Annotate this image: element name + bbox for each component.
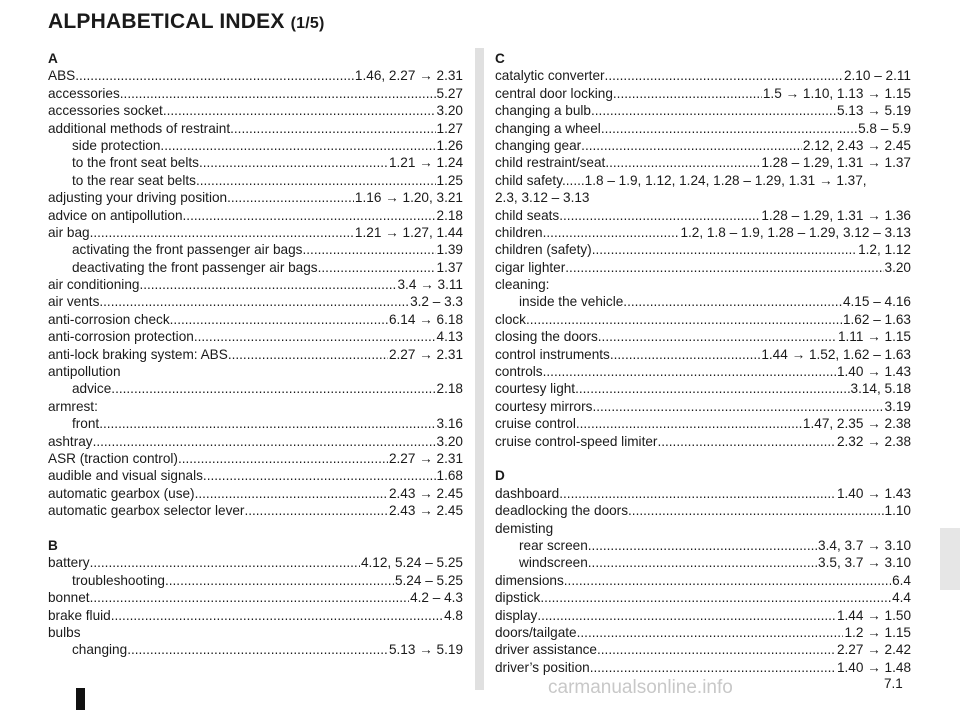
leader-dots	[160, 137, 435, 154]
section-tab	[940, 528, 960, 590]
entry-term: automatic gearbox (use)	[48, 485, 195, 501]
index-column-right	[495, 50, 911, 676]
index-entry[interactable]	[495, 259, 911, 276]
entry-pages[interactable]: 1.46, 2.27 → 2.31	[354, 68, 463, 84]
leader-dots	[598, 328, 837, 345]
entry-term: driver assistance	[495, 642, 597, 658]
index-entry[interactable]	[495, 624, 911, 641]
leader-dots	[605, 154, 760, 171]
entry-term: automatic gearbox selector lever	[48, 503, 245, 519]
index-entry[interactable]	[495, 137, 911, 154]
title-text: ALPHABETICAL INDEX	[48, 10, 285, 33]
entry-pages[interactable]: 1.62 – 1.63	[842, 311, 911, 327]
index-heading: antipollution	[48, 364, 121, 380]
entry-term: advice	[72, 381, 112, 397]
leader-dots	[575, 380, 849, 397]
entry-pages[interactable]: 1.44 → 1.52, 1.62 – 1.63	[761, 346, 911, 362]
entry-term: anti-corrosion check	[48, 311, 170, 327]
leader-dots	[564, 572, 891, 589]
entry-term: windscreen	[519, 555, 588, 571]
leader-dots	[590, 659, 836, 676]
entry-term: ABS	[48, 68, 76, 84]
entry-pages[interactable]: 1.2, 1.8 – 1.9, 1.28 – 1.29, 3.12 – 3.13	[680, 224, 911, 240]
leader-dots	[90, 589, 410, 606]
index-entry[interactable]	[495, 85, 911, 102]
index-entry[interactable]	[48, 102, 463, 119]
index-entry[interactable]	[48, 120, 463, 137]
entry-term: changing a wheel	[495, 120, 601, 136]
leader-dots	[576, 415, 802, 432]
entry-pages[interactable]: 1.11 → 1.15	[837, 329, 911, 345]
index-subentry[interactable]	[48, 380, 463, 397]
leader-dots	[127, 641, 388, 658]
entry-pages[interactable]: 3.2 – 3.3	[410, 294, 463, 310]
entry-term: rear screen	[519, 537, 588, 553]
entry-term: changing gear	[495, 137, 582, 153]
index-subentry[interactable]	[48, 415, 463, 432]
entry-pages[interactable]: 3.4, 3.7 → 3.10	[818, 537, 911, 553]
index-heading: bulbs	[48, 624, 81, 640]
entry-pages[interactable]: 2.10 – 2.11	[843, 68, 911, 84]
leader-dots	[90, 224, 354, 241]
index-entry[interactable]	[495, 346, 911, 363]
index-entry[interactable]	[495, 102, 911, 119]
leader-dots	[90, 554, 360, 571]
index-subentry[interactable]	[48, 641, 463, 658]
entry-term: anti-lock braking system: ABS	[48, 346, 228, 362]
page-number: 7.1	[884, 676, 903, 691]
entry-pages[interactable]: 1.2 → 1.15	[844, 624, 911, 640]
leader-dots	[183, 207, 436, 224]
entry-term: control instruments	[495, 346, 610, 362]
entry-pages[interactable]: 2.18	[436, 207, 463, 223]
leader-dots	[302, 241, 435, 258]
index-entry[interactable]	[495, 224, 911, 241]
index-entry[interactable]	[48, 502, 463, 519]
entry-pages[interactable]: 3.16	[436, 416, 463, 432]
entry-pages[interactable]: 2.43 → 2.45	[388, 485, 463, 501]
index-entry[interactable]	[495, 415, 911, 432]
entry-pages[interactable]: 1.47, 2.35 → 2.38	[802, 416, 911, 432]
section-letter: A	[48, 51, 58, 66]
section-letter: D	[495, 468, 505, 484]
entry-pages[interactable]: 5.27	[436, 85, 463, 101]
entry-pages[interactable]: 1.16 → 1.20, 3.21	[354, 190, 463, 206]
entry-pages[interactable]: 1.39	[436, 242, 463, 258]
index-entry[interactable]	[495, 67, 911, 84]
section-letter: B	[48, 537, 58, 553]
entry-pages[interactable]: 4.13	[436, 329, 463, 345]
leader-dots	[120, 85, 436, 102]
index-subentry[interactable]	[48, 137, 463, 154]
index-entry[interactable]	[48, 224, 463, 241]
leader-dots	[318, 259, 436, 276]
entry-term: troubleshooting	[72, 572, 165, 588]
entry-pages[interactable]: 1.25	[436, 172, 463, 188]
leader-dots	[227, 189, 354, 206]
leader-dots	[163, 102, 436, 119]
entry-term: additional methods of restraint	[48, 120, 231, 136]
entry-term: brake fluid	[48, 607, 111, 623]
index-entry[interactable]	[48, 589, 463, 606]
entry-term: bonnet	[48, 590, 90, 606]
index-entry[interactable]	[495, 363, 911, 380]
index-subentry[interactable]	[48, 241, 463, 258]
entry-term: children	[495, 224, 543, 240]
entry-pages[interactable]: 2.43 → 2.45	[388, 503, 463, 519]
index-subentry[interactable]	[48, 572, 463, 589]
entry-term: clock	[495, 311, 526, 327]
index-entry[interactable]	[48, 433, 463, 450]
entry-pages[interactable]: 2.27 → 2.31	[388, 450, 463, 466]
leader-dots	[75, 67, 354, 84]
index-entry[interactable]	[48, 189, 463, 206]
leader-dots	[139, 276, 396, 293]
entry-term: display	[495, 607, 538, 623]
index-entry[interactable]	[48, 85, 463, 102]
index-subentry[interactable]	[495, 537, 911, 554]
leader-dots	[543, 224, 680, 241]
entry-term: changing	[72, 642, 128, 658]
entry-pages[interactable]: 1.2, 1.12	[858, 242, 911, 258]
entry-pages[interactable]: 2.12, 2.43 → 2.45	[802, 137, 911, 153]
entry-pages[interactable]: 1.28 – 1.29, 1.31 → 1.37	[761, 155, 911, 171]
leader-dots	[230, 120, 435, 137]
index-heading: child safety......1.8 – 1.9, 1.12, 1.24, 1.28 – 1.29, 1.31 → 1.37,	[495, 172, 867, 188]
index-entry[interactable]	[495, 502, 911, 519]
leader-dots	[588, 537, 817, 554]
index-entry[interactable]	[495, 380, 911, 397]
watermark: carmanualsonline.info	[548, 677, 733, 698]
entry-pages[interactable]: 2.18	[436, 381, 463, 397]
entry-pages[interactable]: 5.8 – 5.9	[858, 120, 911, 136]
leader-dots	[199, 154, 388, 171]
leader-dots	[526, 311, 842, 328]
leader-dots	[93, 433, 436, 450]
entry-pages[interactable]: 1.10	[884, 503, 911, 519]
entry-pages[interactable]: 3.20	[436, 103, 463, 119]
leader-dots	[613, 85, 762, 102]
leader-dots	[592, 241, 857, 258]
entry-term: driver’s position	[495, 659, 590, 675]
entry-term: adjusting your driving position	[48, 190, 228, 206]
entry-term: activating the front passenger air bags	[72, 242, 303, 258]
entry-term: controls	[495, 364, 543, 380]
leader-dots	[178, 450, 388, 467]
entry-term: deactivating the front passenger air bags	[72, 259, 318, 275]
index-entry[interactable]	[495, 311, 911, 328]
entry-pages[interactable]: 1.40 → 1.43	[836, 364, 911, 380]
index-heading: armrest:	[48, 398, 98, 414]
entry-term: anti-corrosion protection	[48, 329, 194, 345]
leader-dots	[559, 485, 836, 502]
leader-dots	[591, 102, 836, 119]
entry-term: child restraint/seat	[495, 155, 606, 171]
page-indicator: (1/5)	[290, 15, 325, 32]
entry-pages[interactable]: 1.26	[436, 137, 463, 153]
entry-pages[interactable]: 1.27	[436, 120, 463, 136]
leader-dots	[605, 67, 843, 84]
leader-dots	[111, 380, 435, 397]
entry-term: battery	[48, 555, 90, 571]
leader-dots	[170, 311, 388, 328]
leader-dots	[244, 502, 387, 519]
entry-pages[interactable]: 5.13 → 5.19	[836, 103, 911, 119]
entry-term: to the rear seat belts	[72, 172, 196, 188]
leader-dots	[540, 589, 891, 606]
entry-term: audible and visual signals	[48, 468, 203, 484]
leader-dots	[601, 120, 857, 137]
leader-dots	[194, 328, 436, 345]
entry-term: ASR (traction control)	[48, 450, 178, 466]
entry-term: dipstick	[495, 590, 541, 606]
index-entry[interactable]	[495, 120, 911, 137]
leader-dots	[592, 398, 883, 415]
index-entry[interactable]	[495, 328, 911, 345]
leader-dots	[657, 433, 836, 450]
entry-pages[interactable]: 4.15 – 4.16	[842, 294, 911, 310]
leader-dots	[543, 363, 836, 380]
index-entry[interactable]	[48, 346, 463, 363]
index-entry[interactable]	[48, 485, 463, 502]
leader-dots	[610, 346, 761, 363]
entry-pages[interactable]: 1.40 → 1.48	[836, 659, 911, 675]
leader-dots	[99, 293, 409, 310]
index-entry[interactable]	[48, 328, 463, 345]
entry-term: air bag	[48, 224, 90, 240]
index-heading: 2.3, 3.12 – 3.13	[495, 190, 590, 206]
index-entry[interactable]	[495, 589, 911, 606]
entry-term: ashtray	[48, 433, 93, 449]
entry-pages[interactable]: 1.28 – 1.29, 1.31 → 1.36	[761, 207, 911, 223]
entry-term: courtesy light	[495, 381, 576, 397]
index-entry[interactable]	[495, 433, 911, 450]
entry-term: air vents	[48, 294, 100, 310]
index-entry[interactable]	[495, 659, 911, 676]
entry-term: cruise control-speed limiter	[495, 433, 658, 449]
entry-pages[interactable]: 6.4	[892, 572, 911, 588]
entry-term: doors/tailgate	[495, 624, 577, 640]
index-entry[interactable]	[495, 207, 911, 224]
leader-dots	[111, 607, 443, 624]
entry-term: accessories socket	[48, 103, 163, 119]
entry-pages[interactable]: 3.20	[436, 433, 463, 449]
entry-pages[interactable]: 4.2 – 4.3	[410, 590, 463, 606]
index-subentry[interactable]	[495, 293, 911, 310]
entry-term: to the front seat belts	[72, 155, 199, 171]
leader-dots	[588, 554, 817, 571]
leader-dots	[99, 415, 435, 432]
index-entry[interactable]	[495, 641, 911, 658]
leader-dots	[228, 346, 388, 363]
entry-pages[interactable]: 3.14, 5.18	[850, 381, 911, 397]
section-gap	[48, 520, 463, 537]
entry-pages[interactable]: 6.14 → 6.18	[388, 311, 463, 327]
entry-pages[interactable]: 3.20	[884, 259, 911, 275]
index-entry[interactable]	[48, 607, 463, 624]
leader-dots	[628, 502, 884, 519]
entry-term: central door locking	[495, 85, 613, 101]
entry-pages[interactable]: 2.27 → 2.31	[388, 346, 463, 362]
entry-pages[interactable]: 1.68	[436, 468, 463, 484]
entry-term: deadlocking the doors	[495, 503, 629, 519]
index-subentry[interactable]	[48, 259, 463, 276]
entry-term: accessories	[48, 85, 120, 101]
entry-term: closing the doors	[495, 329, 598, 345]
index-entry[interactable]	[495, 607, 911, 624]
index-entry[interactable]	[495, 154, 911, 171]
entry-pages[interactable]: 2.32 → 2.38	[836, 433, 911, 449]
entry-term: dashboard	[495, 485, 560, 501]
page-title	[48, 10, 325, 34]
index-entry[interactable]	[48, 293, 463, 310]
leader-dots	[537, 607, 836, 624]
index-heading: demisting	[495, 520, 554, 536]
leader-dots	[195, 485, 388, 502]
entry-pages[interactable]: 1.40 → 1.43	[836, 485, 911, 501]
leader-dots	[565, 259, 883, 276]
entry-term: air conditioning	[48, 277, 140, 293]
index-entry[interactable]	[48, 276, 463, 293]
margin-mark	[76, 688, 85, 710]
entry-term: child seats	[495, 207, 560, 223]
entry-term: catalytic converter	[495, 68, 605, 84]
entry-term: cruise control	[495, 416, 576, 432]
index-entry[interactable]	[495, 485, 911, 502]
leader-dots	[597, 641, 836, 658]
leader-dots	[577, 624, 844, 641]
index-entry[interactable]	[48, 311, 463, 328]
index-entry[interactable]	[48, 554, 463, 571]
entry-pages[interactable]: 1.37	[436, 259, 463, 275]
index-entry[interactable]	[495, 572, 911, 589]
column-divider	[475, 48, 484, 690]
index-subentry[interactable]	[48, 172, 463, 189]
index-entry[interactable]	[495, 241, 911, 258]
entry-term: advice on antipollution	[48, 207, 183, 223]
entry-pages[interactable]: 1.44 → 1.50	[836, 607, 911, 623]
entry-pages[interactable]: 5.24 – 5.25	[394, 572, 463, 588]
entry-term: changing a bulb	[495, 103, 591, 119]
entry-term: front	[72, 416, 100, 432]
entry-pages[interactable]: 5.13 → 5.19	[388, 642, 463, 658]
leader-dots	[623, 293, 842, 310]
index-column-left	[48, 50, 463, 659]
entry-pages[interactable]: 4.4	[892, 590, 911, 606]
entry-pages[interactable]: 3.4 → 3.11	[397, 277, 463, 293]
index-entry[interactable]	[48, 207, 463, 224]
index-subentry[interactable]	[48, 154, 463, 171]
entry-pages[interactable]: 1.21 → 1.24	[388, 155, 463, 171]
leader-dots	[203, 467, 436, 484]
leader-dots	[581, 137, 802, 154]
section-gap	[495, 450, 911, 467]
entry-term: courtesy mirrors	[495, 398, 593, 414]
index-heading: cleaning:	[495, 277, 550, 293]
entry-term: dimensions	[495, 572, 564, 588]
entry-pages[interactable]: 4.8	[444, 607, 463, 623]
index-subentry[interactable]	[495, 554, 911, 571]
entry-pages[interactable]: 1.5 → 1.10, 1.13 → 1.15	[762, 85, 911, 101]
entry-pages[interactable]: 3.19	[884, 398, 911, 414]
index-entry[interactable]	[495, 398, 911, 415]
index-entry[interactable]	[48, 467, 463, 484]
index-entry[interactable]	[48, 67, 463, 84]
entry-term: cigar lighter	[495, 259, 566, 275]
entry-pages[interactable]: 2.27 → 2.42	[836, 642, 911, 658]
entry-term: inside the vehicle	[519, 294, 624, 310]
entry-pages[interactable]: 3.5, 3.7 → 3.10	[818, 555, 911, 571]
entry-pages[interactable]: 4.12, 5.24 – 5.25	[360, 555, 463, 571]
entry-pages[interactable]: 1.21 → 1.27, 1.44	[354, 224, 463, 240]
entry-term: children (safety)	[495, 242, 592, 258]
leader-dots	[196, 172, 436, 189]
leader-dots	[165, 572, 394, 589]
leader-dots	[559, 207, 760, 224]
index-entry[interactable]	[48, 450, 463, 467]
section-letter: C	[495, 51, 505, 66]
entry-term: side protection	[72, 137, 161, 153]
